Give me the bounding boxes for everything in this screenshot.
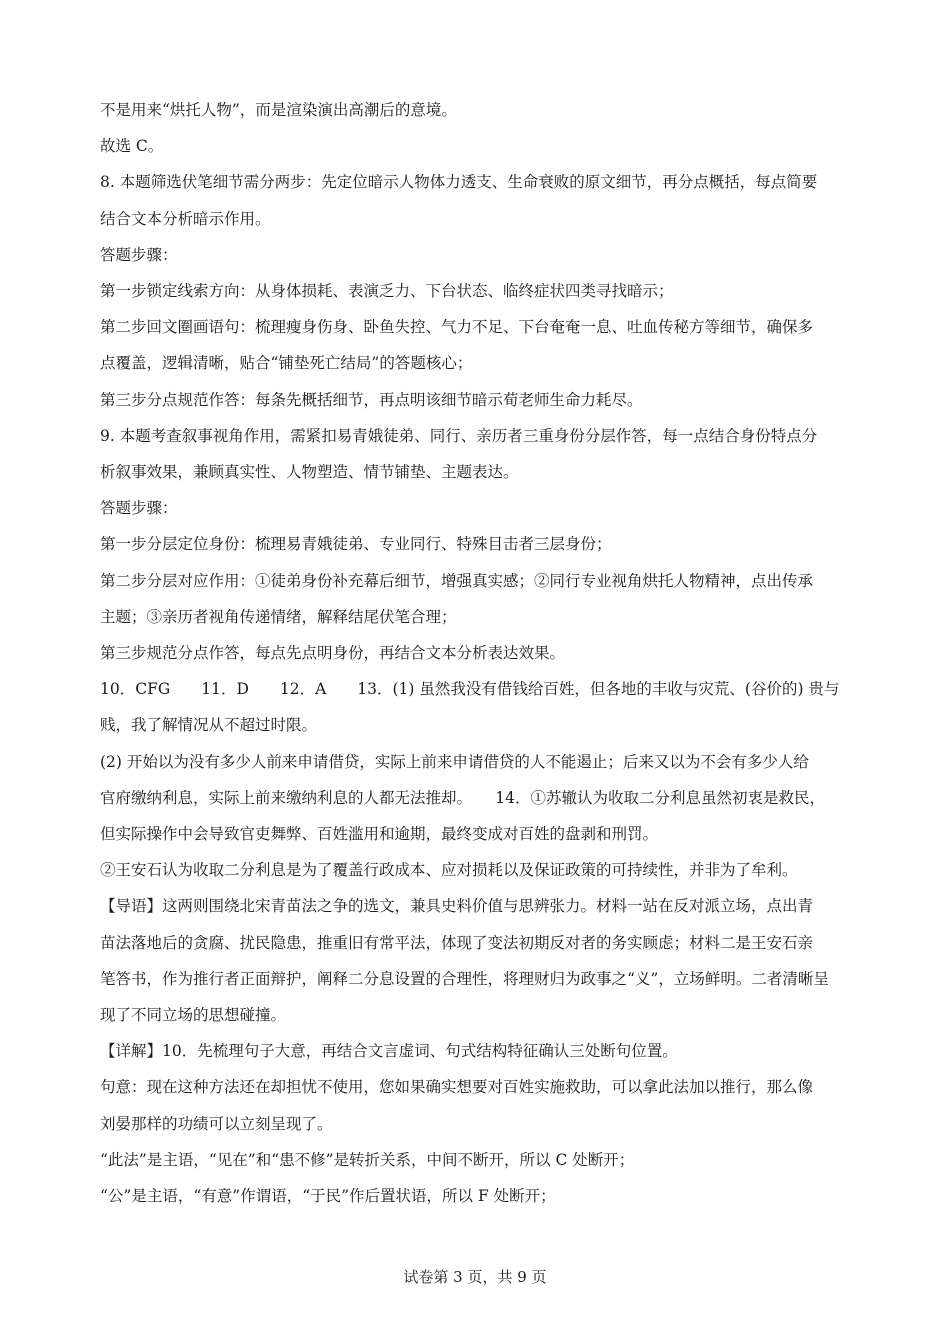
text-line: 句意：现在这种方法还在却担忧不使用，您如果确实想要对百姓实施救助，可以拿此法加以推行，那么像 [100,1078,814,1097]
text-line: 第二步分层对应作用：①徒弟身份补充幕后细节，增强真实感；②同行专业视角烘托人物精神，点出传承 [100,571,814,590]
text-line: “公”是主语，“有意”作谓语，“于民”作后置状语，所以 F 处断开； [100,1187,556,1205]
text-line: 现了不同立场的思想碰撞。 [100,1006,287,1024]
text-line: 结合文本分析暗示作用。 [100,209,271,228]
text-line: 贱，我了解情况从不超过时限。 [100,716,318,735]
text-line: 第二步回文圈画语句：梳理瘦身伤身、卧鱼失控、气力不足、下台奄奄一息、吐血传秘方等细节，确保多 [100,318,814,337]
text-line: 【导语】这两则围绕北宋青苗法之争的选文，兼具史料价值与思辨张力。材料一站在反对派立场，点出青 [100,897,814,916]
text-line: 不是用来“烘托人物”，而是渲染演出高潮后的意境。 [100,101,457,119]
text-line: 第三步规范分点作答，每点先点明身份，再结合文本分析表达效果。 [100,644,566,662]
page-footer: 试卷第 3 页，共 9 页 [403,1268,547,1286]
text-line: 第三步分点规范作答：每条先概括细节，再点明该细节暗示荀老师生命力耗尽。 [100,390,643,409]
text-line: 答题步骤： [100,499,178,518]
text-line: 答题步骤： [100,245,178,264]
text-line: 但实际操作中会导致官吏舞弊、百姓滥用和逾期，最终变成对百姓的盘剥和刑罚。 [100,825,659,843]
text-line: 8. 本题筛选伏笔细节需分两步：先定位暗示人物体力透支、生命衰败的原文细节，再分点概括，每点简要 [100,173,818,192]
text-line: 析叙事效果，兼顾真实性、人物塑造、情节铺垫、主题表达。 [100,463,519,481]
text-line: 第一步锁定线索方向：从身体损耗、表演乏力、下台状态、临终症状四类寻找暗示； [100,282,674,300]
text-line: 官府缴纳利息，实际上前来缴纳利息的人都无法推却。 14．①苏辙认为收取二分利息虽然初衷是救民， [100,788,825,807]
text-line: 10．CFG 11．D 12．A 13．(1) 虽然我没有借钱给百姓，但各地的丰收与灾荒、(谷价的) 贵与 [100,680,840,699]
text-line: 9. 本题考查叙事视角作用，需紧扣易青娥徒弟、同行、亲历者三重身份分层作答，每一点结合身份特点分 [100,426,818,445]
text-line: ②王安石认为收取二分利息是为了覆盖行政成本、应对损耗以及保证政策的可持续性，并非为了牟利。 [100,861,798,880]
text-line: (2) 开始以为没有多少人前来申请借贷，实际上前来申请借贷的人不能遏止；后来又以为不会有多少人给 [100,752,809,771]
text-line: “此法”是主语，“见在”和“患不修”是转折关系，中间不断开，所以 C 处断开； [100,1150,635,1169]
text-line: 故选 C。 [100,137,164,156]
text-line: 【详解】10．先梳理句子大意，再结合文言虚词、句式结构特征确认三处断句位置。 [100,1042,678,1061]
text-line: 刘晏那样的功绩可以立刻呈现了。 [100,1114,333,1133]
text-line: 主题；③亲历者视角传递情绪，解释结尾伏笔合理； [100,607,457,626]
text-line: 第一步分层定位身份：梳理易青娥徒弟、专业同行、特殊目击者三层身份； [100,535,612,554]
text-line: 苗法落地后的贪腐、扰民隐患，推重旧有常平法，体现了变法初期反对者的务实顾虑；材料二是王安石亲 [100,933,814,952]
text-line: 点覆盖，逻辑清晰，贴合“铺垫死亡结局”的答题核心； [100,354,473,373]
text-line: 笔答书，作为推行者正面辩护，阐释二分息设置的合理性，将理财归为政事之“义”，立场鲜明。二者清晰呈 [100,969,829,988]
